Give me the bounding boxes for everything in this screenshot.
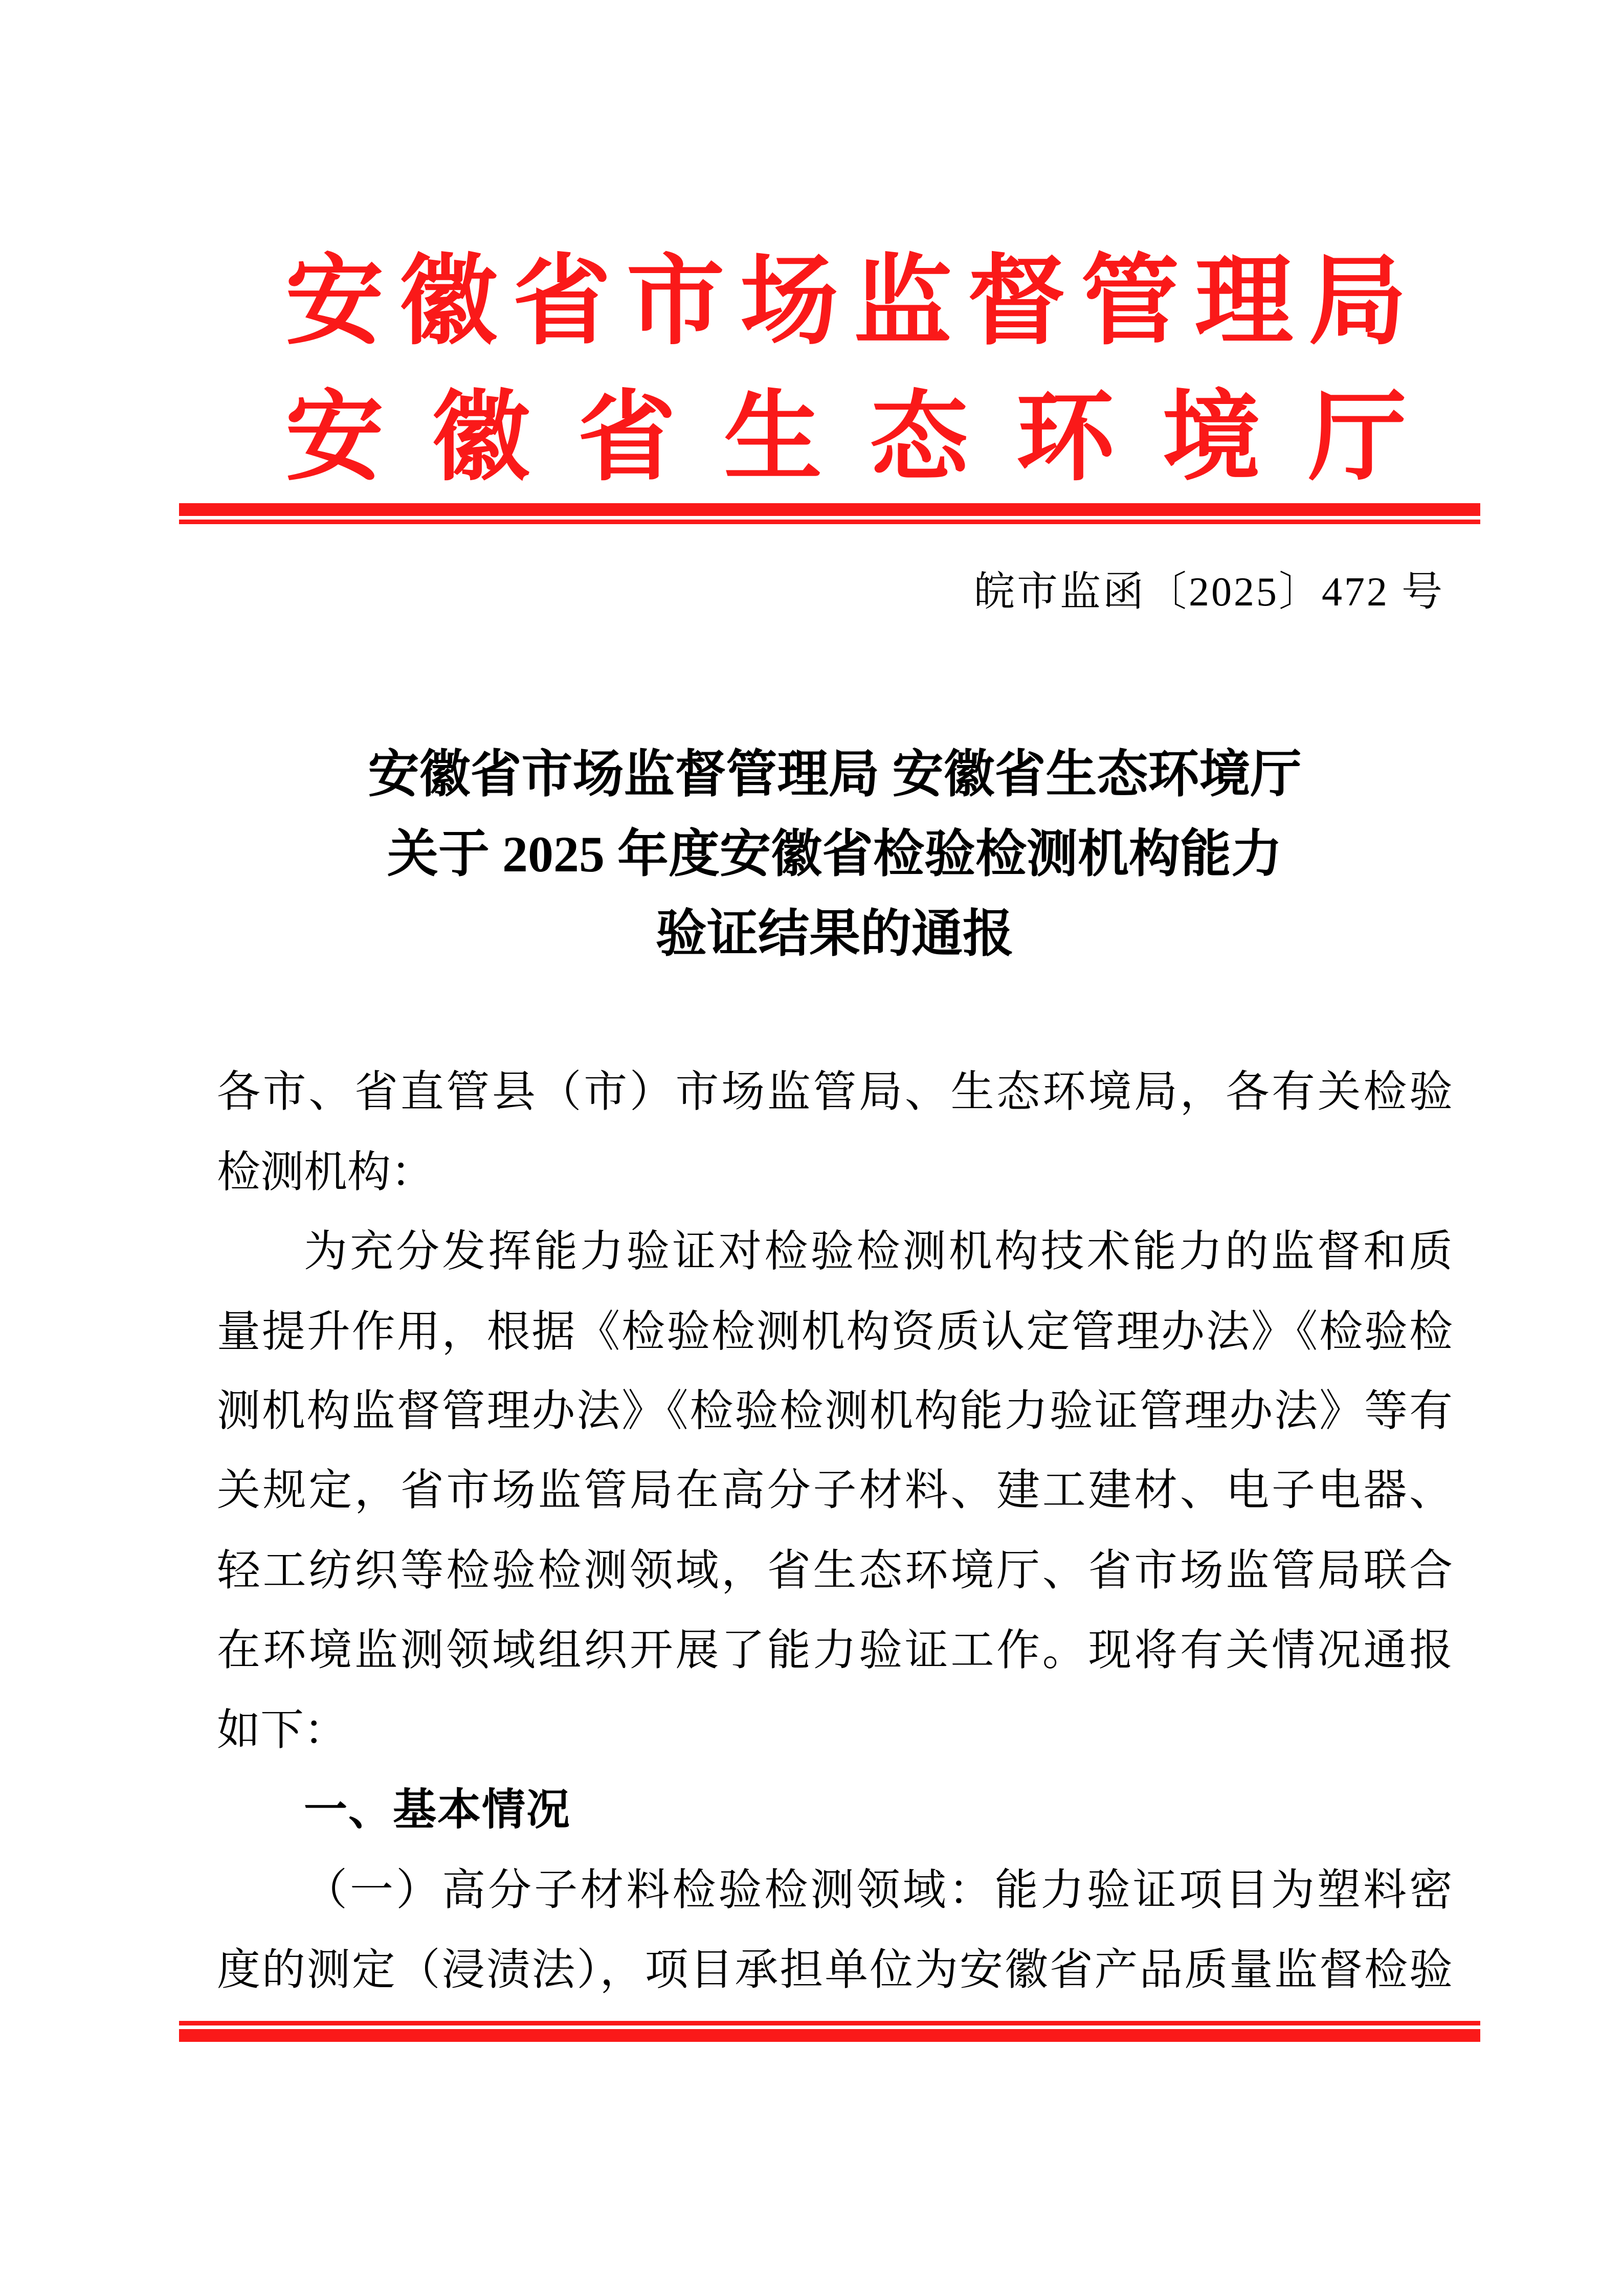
body-line: 在环境监测领域组织开展了能力验证工作。现将有关情况通报 bbox=[217, 1627, 1453, 1675]
letterhead-agency-1: 安徽省市场监督管理局 bbox=[285, 247, 1407, 356]
body-line: （一）高分子材料检验检测领域：能力验证项目为塑料密 bbox=[304, 1866, 1453, 1915]
body-line: 关规定，省市场监管局在高分子材料、建工建材、电子电器、 bbox=[217, 1467, 1453, 1515]
body-line: 度的测定（浸渍法），项目承担单位为安徽省产品质量监督检验 bbox=[217, 1946, 1453, 1994]
section-heading-1: 一、基本情况 bbox=[304, 1786, 571, 1834]
title-line-2: 关于 2025 年度安徽省检验检测机构能力 bbox=[387, 826, 1282, 883]
footer-rule-thick bbox=[179, 2029, 1480, 2042]
body-line: 为充分发挥能力验证对检验检测机构技术能力的监督和质 bbox=[304, 1228, 1453, 1276]
footer-rule-thin bbox=[179, 2021, 1480, 2025]
letterhead-agency-2: 安徽省生态环境厅 bbox=[285, 384, 1407, 492]
header-rule-thin bbox=[179, 520, 1480, 524]
title-line-3: 验证结果的通报 bbox=[656, 906, 1014, 962]
body-line: 量提升作用，根据《检验检测机构资质认定管理办法》《检验检 bbox=[217, 1308, 1453, 1356]
body-line: 如下： bbox=[217, 1706, 348, 1754]
header-rule-thick bbox=[179, 503, 1480, 516]
body-line: 测机构监督管理办法》《检验检测机构能力验证管理办法》等有 bbox=[217, 1387, 1453, 1435]
body-line: 轻工纺织等检验检测领域，省生态环境厅、省市场监管局联合 bbox=[217, 1547, 1453, 1595]
body-line-salutation-1: 各市、省直管县（市）市场监管局、生态环境局，各有关检验 bbox=[217, 1068, 1453, 1116]
doc-number: 皖市监函〔2025〕472 号 bbox=[974, 570, 1444, 615]
body-line-salutation-2: 检测机构： bbox=[217, 1149, 435, 1197]
title-line-1: 安徽省市场监督管理局 安徽省生态环境厅 bbox=[368, 746, 1302, 803]
